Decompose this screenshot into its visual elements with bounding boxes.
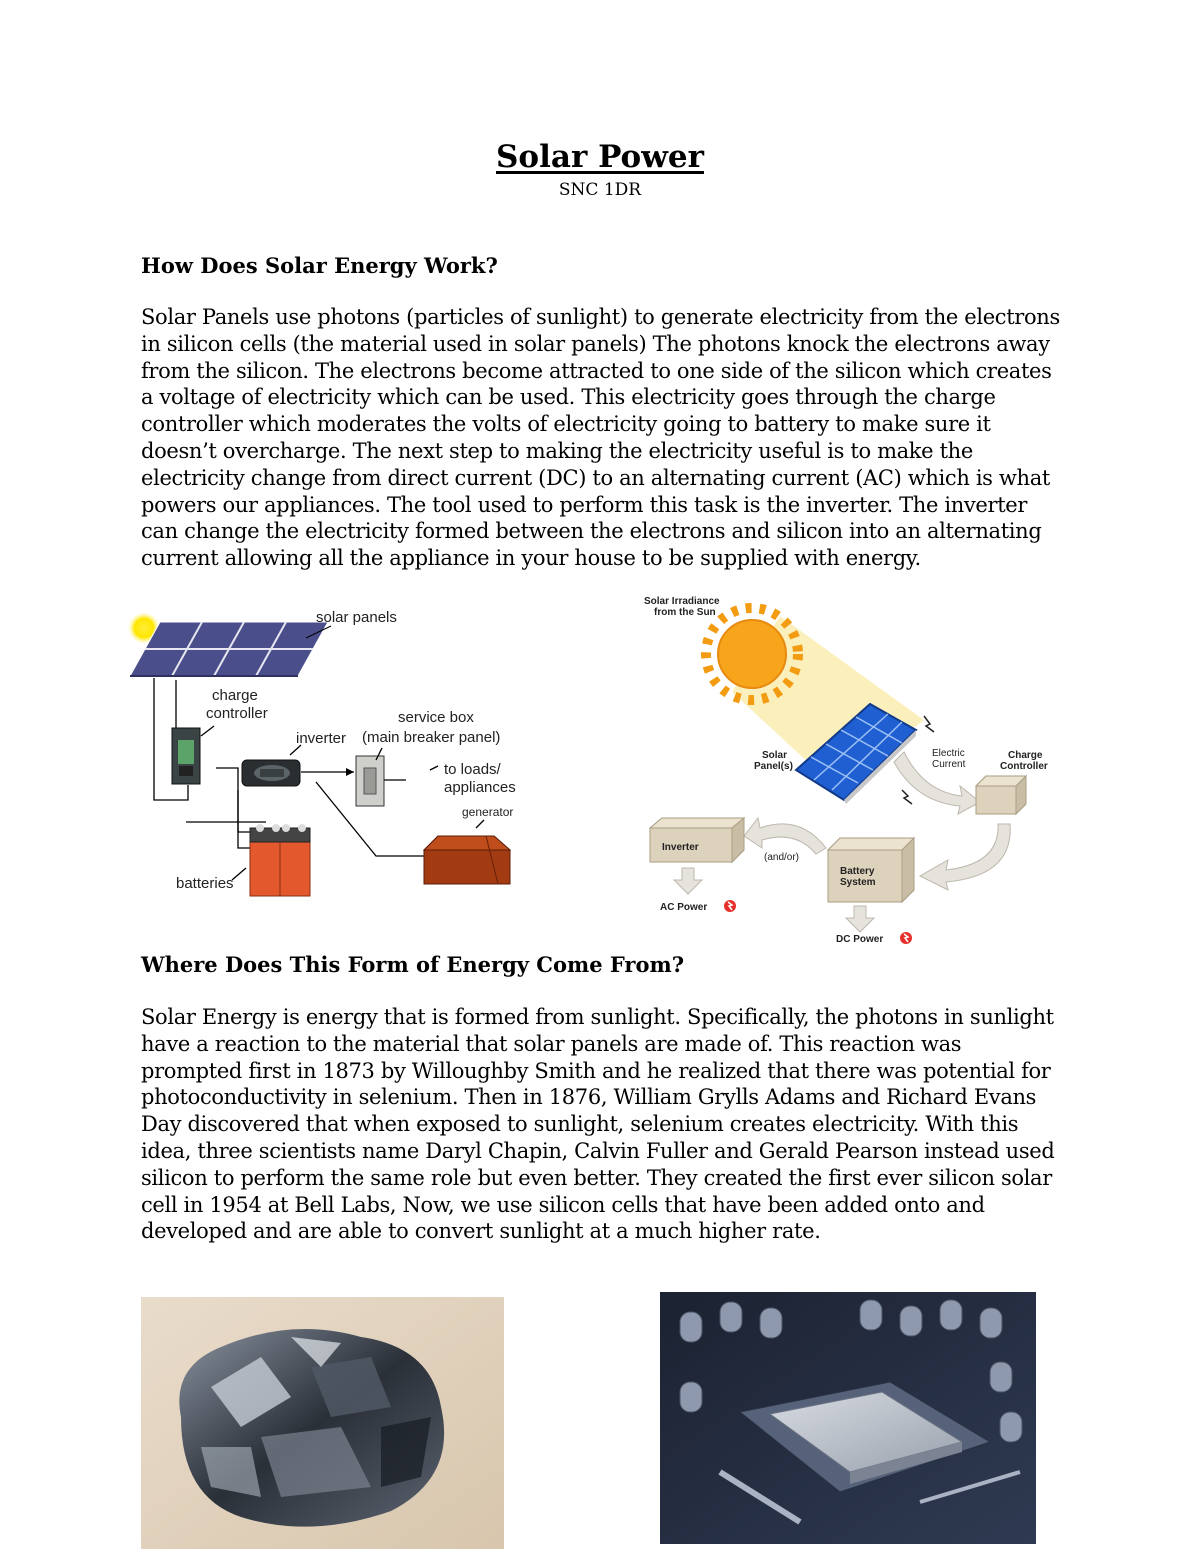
text-line: Solar Panels use photons (particles of sunlight) to generate electricity from the electrons xyxy=(141,305,1060,329)
label-solar-panels-2: Panel(s) xyxy=(754,761,793,772)
text-line: Day discovered that when exposed to sunlight, selenium creates electricity. With this xyxy=(141,1112,1019,1137)
label-charge-controller-1: charge xyxy=(212,687,258,704)
electric-current-icon xyxy=(924,716,934,732)
label-charge-controller-2: Controller xyxy=(1000,761,1048,772)
cpu-socket-photo xyxy=(660,1292,1036,1544)
paragraph-how-it-works xyxy=(141,304,1071,572)
label-electric-current-2: Current xyxy=(932,759,966,770)
label-loads-2: appliances xyxy=(444,779,516,796)
paragraph-origin xyxy=(141,1004,1071,1245)
silicon-chunk-photo xyxy=(141,1297,504,1549)
charge-controller-icon xyxy=(172,728,200,784)
label-inverter: inverter xyxy=(296,730,347,747)
section-heading-origin: Where Does This Form of Energy Come From? xyxy=(141,952,685,977)
label-dc-power: DC Power xyxy=(836,934,884,945)
text-line: can change the electricity formed between the electrons and silicon into an alternating xyxy=(141,519,1042,544)
label-charge-controller-2: controller xyxy=(206,705,268,722)
label-solar-panels: Solar xyxy=(762,750,788,761)
text-line: prompted first in 1873 by Willoughby Smith and he realized that there was potential for xyxy=(141,1058,1051,1083)
text-line: controller which moderates the volts of electricity going to battery to make sure it xyxy=(141,412,991,437)
text-line: Solar Energy is energy that is formed from sunlight. Specifically, the photons in sunlight xyxy=(141,1005,1054,1029)
label-battery-2: System xyxy=(840,877,876,888)
text-line: photoconductivity in selenium. Then in 1876, William Grylls Adams and Richard Evans xyxy=(141,1085,1037,1110)
batteries-icon xyxy=(250,824,310,896)
inverter-icon xyxy=(242,760,300,786)
page-subtitle: SNC 1DR xyxy=(558,180,642,200)
solar-panel-array xyxy=(130,622,328,676)
service-box-icon xyxy=(356,756,384,806)
text-line: idea, three scientists name Daryl Chapin, Calvin Fuller and Gerald Pearson instead used xyxy=(141,1138,1055,1163)
text-line: from the silicon. The electrons become attracted to one side of the silicon which creates xyxy=(141,358,1052,383)
page-title: Solar Power xyxy=(496,139,704,175)
inverter-box xyxy=(650,818,744,862)
text-line: doesn’t overcharge. The next step to making the electricity useful is to make the xyxy=(141,438,973,463)
power-icon xyxy=(724,900,736,912)
label-irradiance-1: Solar Irradiance xyxy=(644,596,720,607)
text-line: powers our appliances. The tool used to perform this task is the inverter. The inverter xyxy=(141,492,1028,517)
solar-system-diagram-left xyxy=(126,600,536,900)
flow-arrow xyxy=(920,824,1010,890)
text-line: a voltage of electricity which can be used. This electricity goes through the charge xyxy=(141,385,996,410)
label-loads-1: to loads/ xyxy=(444,761,501,778)
label-electric-current-1: Electric xyxy=(932,748,965,759)
label-irradiance-2: from the Sun xyxy=(654,607,716,618)
label-service-box-1: service box xyxy=(398,709,474,726)
text-line: electricity change from direct current (DC) to an alternating current (AC) which is what xyxy=(141,465,1050,490)
text-line: have a reaction to the material that solar panels are made of. This reaction was xyxy=(141,1031,962,1056)
text-line: silicon to perform the same role but even better. They created the first ever silicon solar xyxy=(141,1165,1052,1190)
generator-icon xyxy=(424,836,510,884)
text-line: current allowing all the appliance in your house to be supplied with energy. xyxy=(141,546,921,571)
section-heading-how-it-works: How Does Solar Energy Work? xyxy=(141,253,498,278)
label-and-or: (and/or) xyxy=(764,852,800,863)
solar-flow-diagram-right xyxy=(640,592,1070,952)
label-batteries: batteries xyxy=(176,875,234,892)
text-line: in silicon cells (the material used in solar panels) The photons knock the electrons away xyxy=(141,331,1050,356)
label-ac-power: AC Power xyxy=(660,902,708,913)
label-battery-1: Battery xyxy=(840,866,875,877)
electric-current-icon xyxy=(902,790,912,804)
label-inverter: Inverter xyxy=(662,842,699,853)
down-arrow-icon xyxy=(846,906,874,932)
flow-arrow xyxy=(744,818,826,854)
label-solar-panels: solar panels xyxy=(316,609,397,626)
label-generator: generator xyxy=(462,805,514,819)
label-charge-controller-1: Charge xyxy=(1008,750,1043,761)
down-arrow-icon xyxy=(674,868,702,894)
text-line: cell in 1954 at Bell Labs, Now, we use silicon cells that have been added onto and xyxy=(141,1192,985,1217)
charge-controller-box xyxy=(976,776,1026,814)
text-line: developed and are able to convert sunlight at a much higher rate. xyxy=(141,1219,821,1244)
label-service-box-2: (main breaker panel) xyxy=(362,729,501,746)
power-icon xyxy=(900,932,912,944)
